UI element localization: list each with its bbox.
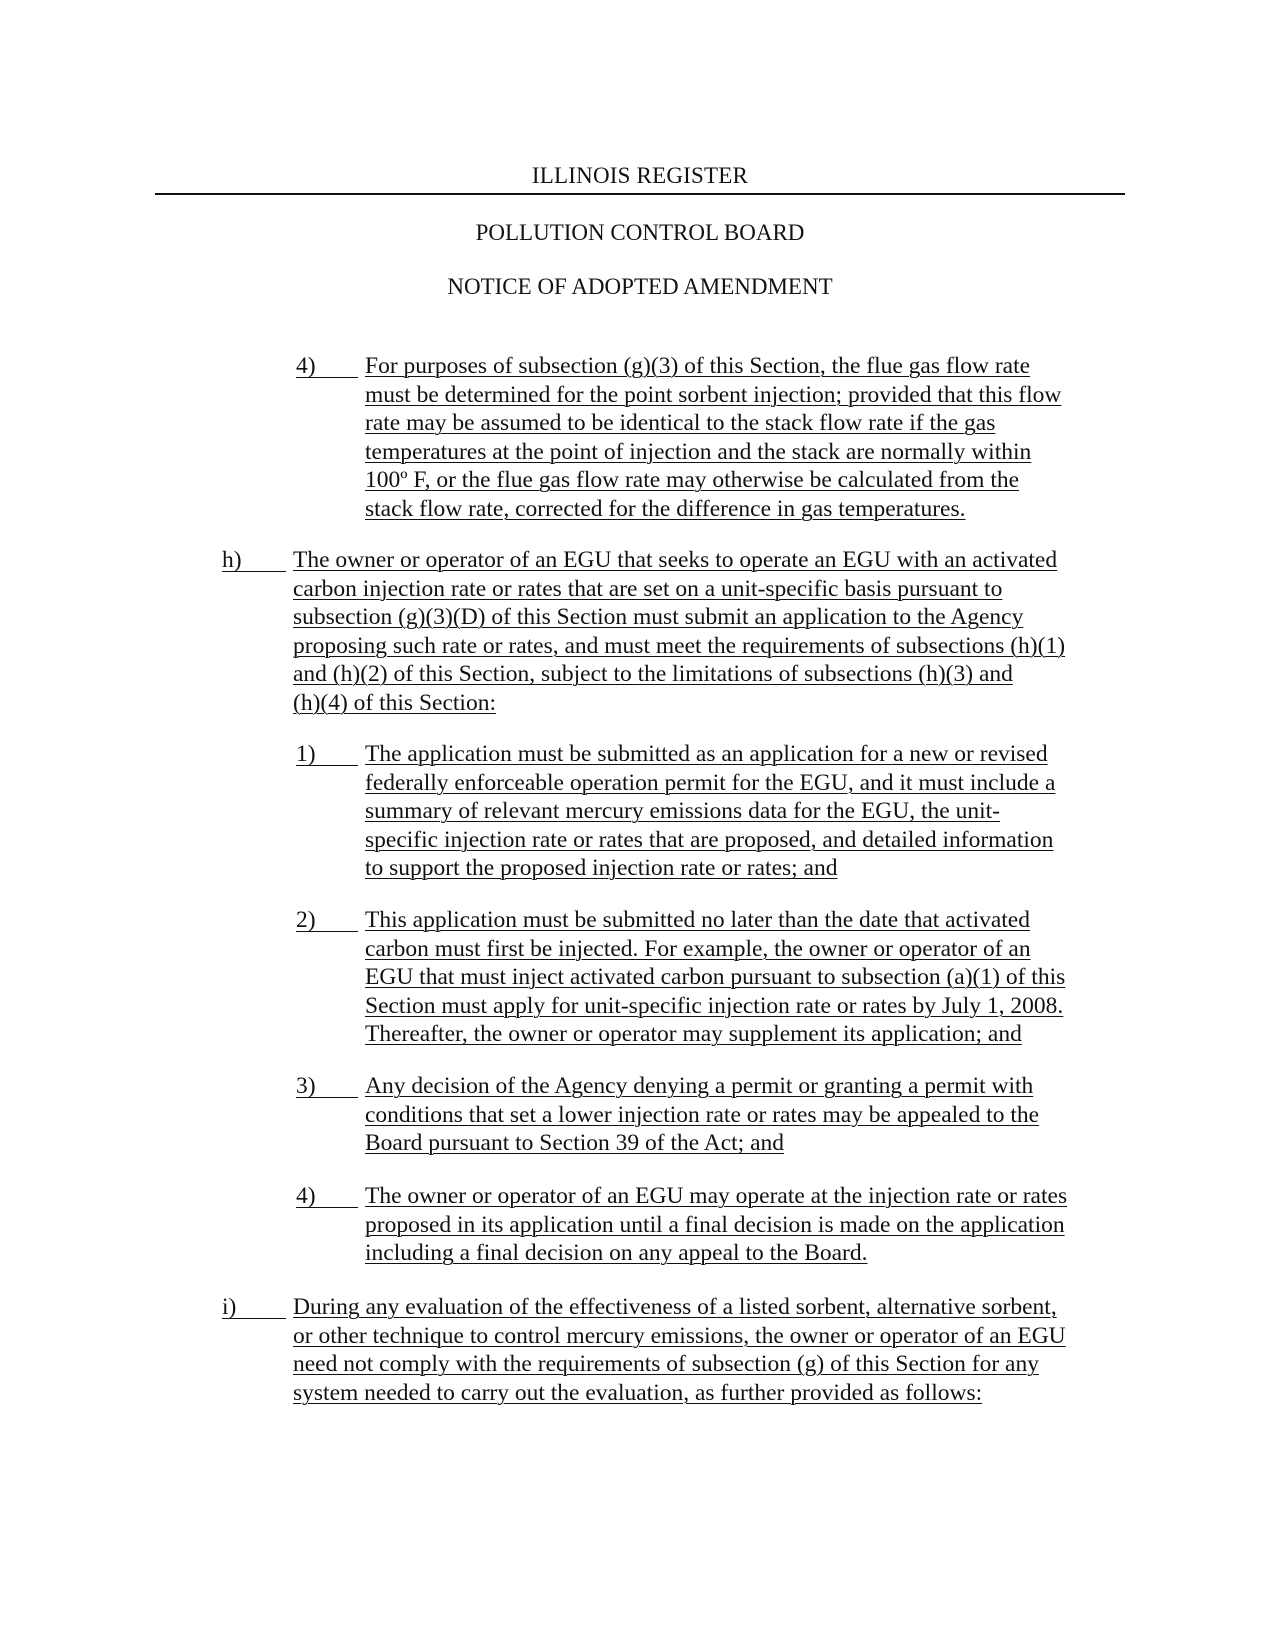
text-line: temperatures at the point of injection and the stack are normally within xyxy=(365,438,1032,465)
text-line: 100º F, or the flue gas flow rate may otherwise be calculated from the xyxy=(365,467,1020,494)
text-line: During any evaluation of the effectiveness of a listed sorbent, alternative sorbent, xyxy=(293,1294,1057,1320)
paragraph-h2 xyxy=(365,906,1065,1049)
text-line: or other technique to control mercury emissions, the owner or operator of an EGU xyxy=(293,1322,1066,1349)
text-line: must be determined for the point sorbent injection; provided that this flow xyxy=(365,381,1062,408)
item-marker-h1: 1) xyxy=(296,740,358,766)
text-line: stack flow rate, corrected for the difference in gas temperatures. xyxy=(365,495,966,522)
header-rule xyxy=(155,193,1125,195)
text-line: including a final decision on any appeal to the Board. xyxy=(365,1240,868,1267)
text-line: The application must be submitted as an application for a new or revised xyxy=(365,741,1048,767)
text-line: Section must apply for unit-specific injection rate or rates by July 1, 2008. xyxy=(365,992,1064,1019)
paragraph-g4 xyxy=(365,352,1061,524)
text-line: summary of relevant mercury emissions data for the EGU, the unit- xyxy=(365,798,1000,825)
notice-title: NOTICE OF ADOPTED AMENDMENT xyxy=(447,274,833,299)
text-line: to support the proposed injection rate or rates; and xyxy=(365,855,838,882)
text-line: system needed to carry out the evaluation, as further provided as follows: xyxy=(293,1379,983,1406)
text-line: For purposes of subsection (g)(3) of this Section, the flue gas flow rate xyxy=(365,353,1031,379)
board-name: POLLUTION CONTROL BOARD xyxy=(475,220,805,245)
text-line: This application must be submitted no later than the date that activated xyxy=(365,907,1030,933)
text-line: federally enforceable operation permit for the EGU, and it must include a xyxy=(365,769,1056,796)
text-line: (h)(4) of this Section: xyxy=(293,689,496,716)
text-line: The owner or operator of an EGU that seeks to operate an EGU with an activated xyxy=(293,547,1058,573)
text-line: Thereafter, the owner or operator may supplement its application; and xyxy=(365,1021,1022,1048)
item-marker-h2: 2) xyxy=(296,906,358,932)
item-marker-h3: 3) xyxy=(296,1072,358,1098)
paragraph-h xyxy=(293,546,1065,718)
text-line: The owner or operator of an EGU may operate at the injection rate or rates xyxy=(365,1183,1068,1209)
text-line: Board pursuant to Section 39 of the Act; and xyxy=(365,1130,785,1157)
text-line: Any decision of the Agency denying a permit or granting a permit with xyxy=(365,1073,1034,1099)
text-line: carbon injection rate or rates that are set on a unit-specific basis pursuant to xyxy=(293,575,1003,602)
text-line: and (h)(2) of this Section, subject to the limitations of subsections (h)(3) and xyxy=(293,661,1013,688)
item-marker-h: h) xyxy=(222,546,286,572)
paragraph-h3 xyxy=(365,1072,1039,1158)
text-line: proposed in its application until a final decision is made on the application xyxy=(365,1211,1065,1238)
paragraph-i xyxy=(293,1293,1066,1407)
text-line: subsection (g)(3)(D) of this Section must submit an application to the Agency xyxy=(293,604,1024,631)
text-line: need not comply with the requirements of subsection (g) of this Section for any xyxy=(293,1351,1039,1378)
paragraph-h1 xyxy=(365,740,1055,883)
register-title: ILLINOIS REGISTER xyxy=(531,163,749,188)
text-line: specific injection rate or rates that are proposed, and detailed information xyxy=(365,826,1054,853)
paragraph-h4 xyxy=(365,1182,1067,1268)
text-line: carbon must first be injected. For example, the owner or operator of an xyxy=(365,935,1031,962)
text-line: proposing such rate or rates, and must meet the requirements of subsections (h)(1) xyxy=(293,632,1066,659)
item-marker-g4: 4) xyxy=(296,352,358,378)
text-line: rate may be assumed to be identical to the stack flow rate if the gas xyxy=(365,410,996,437)
text-line: conditions that set a lower injection rate or rates may be appealed to the xyxy=(365,1101,1040,1128)
item-marker-h4: 4) xyxy=(296,1182,358,1208)
item-marker-i: i) xyxy=(222,1293,286,1319)
text-line: EGU that must inject activated carbon pursuant to subsection (a)(1) of this xyxy=(365,964,1066,991)
